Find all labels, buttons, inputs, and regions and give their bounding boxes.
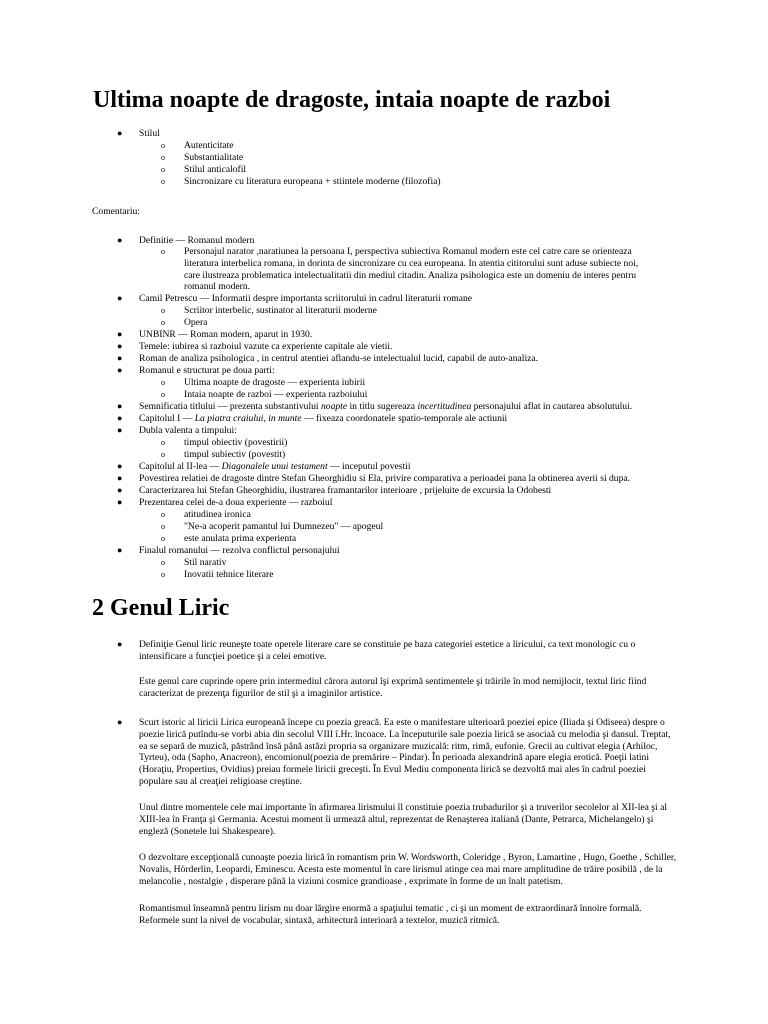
bullet: ● xyxy=(117,235,123,245)
sub-bullet: o xyxy=(161,390,165,399)
page-title: Ultima noapte de dragoste, intaia noapte de razboi xyxy=(93,87,611,113)
parte-item: Intaia noapte de razboi — experienta razboiului xyxy=(184,389,368,400)
bullet: ● xyxy=(117,473,123,483)
definitie-dash: — xyxy=(175,235,186,246)
dubla-item: Dubla valenta a timpului: xyxy=(139,425,237,436)
definitie-sub-line: romanul modern. xyxy=(184,281,251,292)
bullet: ● xyxy=(117,425,123,435)
parte-item: Ultima noapte de dragoste — experienta iubirii xyxy=(184,377,366,388)
finalul-item: Finalul romanului — rezolva conflictul personajului xyxy=(139,545,340,556)
sub-bullet: o xyxy=(161,438,165,447)
finalul-sub-item: Stil narativ xyxy=(184,557,227,568)
bullet: ● xyxy=(117,329,123,339)
capitolul2-emph: Diagonalele unui testament xyxy=(221,461,328,472)
sub-bullet: o xyxy=(161,510,165,519)
stilul-sub-item: Stilul anticalofil xyxy=(184,164,247,175)
scurt-istoric: Scurt istoric al liricii Lirica europeană începe cu poezia greacă. Ea este o manifestare ulterioară poeziei epice (Iliada şi Odiseea) despre o poezie lirică putîndu-se vorbi abia din secolul VIII î.Hr. încoace. La începuturile sale poezia lirică se asociaă cu melodia şi dansul. Treptat, ea se separă de muzică, păstrând însă până astăzi propria sa organizare muzicală: ritm, rimă, eufonie. Grecii au cultivat elegia (Arhiloc, Tyrteu), oda (Sapho, Anacreon), encomionul(poezia de premărire – Pindar). În perioada alexandrină apare elegia erotică. Poeţii latini (Horaţiu, Propertius, Ovidius) preiau formele liricii greceşti. În Evul Mediu componenta lirică se dezvoltă mai ales în cadrul poeziei populare sau al creaţiei religioase creştine. xyxy=(139,717,671,787)
bullet: ● xyxy=(117,293,123,303)
romanul-structurat-item: Romanul e structurat pe doua parti: xyxy=(139,365,275,376)
semnificatia-emph: noapte xyxy=(320,401,348,412)
camil-item: Camil Petrescu — Informatii despre importanta scriitorului in cadrul literaturii romane xyxy=(139,293,473,304)
bullet: ● xyxy=(117,717,123,727)
bullet: ● xyxy=(117,545,123,555)
roman-analiza-item: Roman de analiza psihologica , in centrul atentiei aflandu-se intelectualul lucid, capabil de auto-analiza. xyxy=(139,353,539,364)
comentariu-label: Comentariu: xyxy=(92,206,140,217)
stilul-sub-item: Sincronizare cu literatura europeana + stiintele moderne (filozofia) xyxy=(184,176,441,187)
definitie-sub-line: Personajul narator ,naratiunea la persoana I, perspectiva subiectiva Romanul modern este cel catre care se orienteaza xyxy=(184,246,632,257)
section-heading: 2 Genul Liric xyxy=(92,595,230,621)
sub-bullet: o xyxy=(161,450,165,459)
stilul-sub-item: Substantialitate xyxy=(184,152,244,163)
bullet: ● xyxy=(117,639,123,649)
camil-sub-item: Opera xyxy=(184,317,208,328)
bullet: ● xyxy=(117,413,123,423)
capitolul1-text: Capitolul I — xyxy=(139,413,195,424)
sub-bullet: o xyxy=(161,153,165,162)
sub-bullet: o xyxy=(161,534,165,543)
prezentarea-sub-item: atitudinea ironica xyxy=(184,509,251,520)
timp-item: timpul subiectiv (povestit) xyxy=(184,449,286,460)
paragraph: Romantismul înseamnă pentru lirism nu doar lărgire enormă a spaţiului tematic , ci şi un moment de extraordinară înnoire formală. Reformele sunt la nivel de vocabular, sintaxă, arhitectură interioară a textelor, muzică ritmică. xyxy=(139,903,642,926)
semnificatia-text: personajului aflat in cautarea absolutului. xyxy=(471,401,633,412)
sub-bullet: o xyxy=(161,378,165,387)
bullet: ● xyxy=(117,353,123,363)
capitolul2-item xyxy=(139,461,411,473)
capitolul1-item xyxy=(139,413,507,425)
bullet: ● xyxy=(117,341,123,351)
camil-sub-item: Scriitor interbelic, sustinator al literaturii moderne xyxy=(184,305,377,316)
prezentarea-sub-item: "Ne-a acoperit pamantul lui Dumnezeu" — apogeul xyxy=(184,521,384,532)
bullet: ● xyxy=(117,461,123,471)
bullet: ● xyxy=(117,401,123,411)
sub-bullet: o xyxy=(161,522,165,531)
paragraph: O dezvoltare excepţională cunoaşte poezia lirică în romantism prin W. Wordsworth, Coleridge , Byron, Lamartine , Hugo, Goethe , Schiller, Novalis, Hörderlin, Leopardi, Eminescu. Acesta este momentul în care lirismul atinge cea mai mare amplitudine de trăire posibilă , de la melancolie , nostalgie , disperare până la viziuni cosmice grandioase , exprimate în forme de un înalt patetism. xyxy=(139,852,677,887)
sub-bullet: o xyxy=(161,247,165,256)
prezentarea-item: Prezentarea celei de-a doua experiente — razboiul xyxy=(139,497,333,508)
finalul-sub-item: Inovatii tehnice literare xyxy=(184,569,274,580)
sub-bullet: o xyxy=(161,141,165,150)
stilul-item: Stilul xyxy=(139,128,160,139)
definitie-label: Definitie xyxy=(139,235,174,246)
semnificatia-emph: incertitudinea xyxy=(417,401,472,412)
bullet: ● xyxy=(117,485,123,495)
paragraph: Unul dintre momentele cele mai importante în afirmarea lirismului îl constituie poezia trubadurilor şi a truverilor secolelor al XII-lea şi al XIII-lea în Franţa şi Germania. Acestui moment îi urmează altul, reprezentat de Renaşterea italiană (Dante, Petrarca, Michelangelo) şi engleză (Sonetele lui Shakespeare). xyxy=(139,802,668,837)
sub-bullet: o xyxy=(161,306,165,315)
capitolul1-text: — fixeaza coordonatele spatio-temporale ale actiunii xyxy=(301,413,508,424)
paragraph: Este genul care cuprinde opere prin intermediul cărora autorul îşi exprimă sentimentele şi trăirile în mod nemijlocit, textul liric fiind caracterizat de prezenţa figurilor de stil şi a imaginilor artistice. xyxy=(139,676,647,699)
sub-bullet: o xyxy=(161,570,165,579)
timp-item: timpul obiectiv (povestirii) xyxy=(184,437,288,448)
unbinr-item: UNBINR — Roman modern, aparut in 1930. xyxy=(139,329,313,340)
stilul-sub-item: Autenticitate xyxy=(184,140,234,151)
capitolul1-emph: La piatra craiului, in munte xyxy=(194,413,302,424)
bullet: ● xyxy=(117,365,123,375)
semnificatia-text: in titlu sugereaza xyxy=(347,401,418,412)
bullet: ● xyxy=(117,497,123,507)
sub-bullet: o xyxy=(161,318,165,327)
semnificatia-text: Semnificatia titlului — prezenta substantivului xyxy=(139,401,321,412)
prezentarea-sub-item: este anulata prima experienta xyxy=(184,533,297,544)
povestirea-item: Povestirea relatiei de dragoste dintre Stefan Gheorghidiu si Ela, privire comparativa a perioadei pana la obtinerea averii si dupa. xyxy=(139,473,631,484)
caracterizarea-item: Caracterizarea lui Stefan Gheorghidiu, ilustrarea framantarilor interioare , prijeluite de excursia la Odobesti xyxy=(139,485,552,496)
bullet: ● xyxy=(117,128,123,138)
definitie-value: Romanul modern xyxy=(187,235,255,246)
definitie-sub-line: care ilustreaza problematica intelectualitatii din mediul citadin. Analiza psihologica este un domeniu de interes pentru xyxy=(184,270,637,281)
sub-bullet: o xyxy=(161,165,165,174)
temele-item: Temele: iubirea si razboiul vazute ca experiente capitale ale vietii. xyxy=(139,341,393,352)
definitie-sub-line: literatura interbelica romana, in dorinta de sincronizare cu cea europeana. In atentia cititorului sunt aduse subiecte noi, xyxy=(184,258,639,269)
capitolul2-text: Capitolul al II-lea — xyxy=(139,461,222,472)
semnificatia-item xyxy=(139,401,632,413)
definitie-liric: Definiţie Genul liric reuneşte toate operele literare care se constituie pe baza categoriei estetice a liricului, ca text monologic cu o intensificare a funcţiei poetice şi a celei emotive. xyxy=(139,639,636,662)
sub-bullet: o xyxy=(161,177,165,186)
sub-bullet: o xyxy=(161,558,165,567)
capitolul2-text: — inceputul povestii xyxy=(327,461,411,472)
